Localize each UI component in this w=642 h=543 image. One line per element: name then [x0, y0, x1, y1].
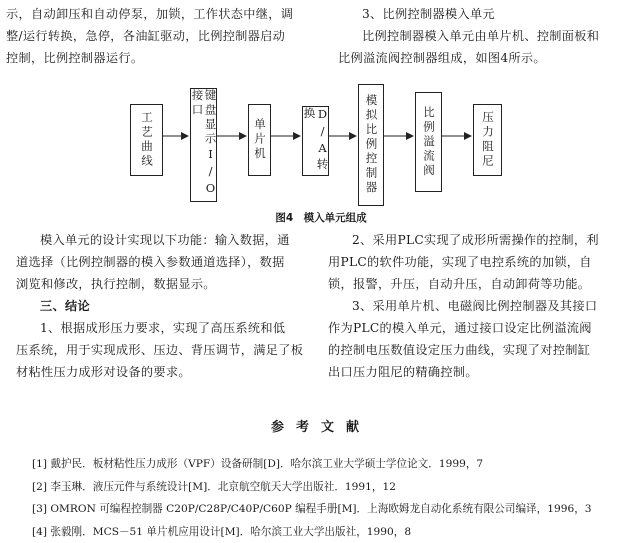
text-line: 比例控制器模入单元由单片机、控制面板和: [338, 25, 638, 47]
text-line: 压系统，用于实现成形、压边、背压调节，满足了板: [16, 339, 316, 361]
text-line: 2、采用PLC实现了成形所需操作的控制，利: [328, 229, 638, 251]
block-proportional-relief-valve: 比例溢流阀: [415, 92, 442, 192]
text-line: 出口压力阻尼的精确控制。: [328, 361, 638, 383]
text-line: 示，自动卸压和自动停泵，加锁，工作状态中继，调: [6, 3, 306, 25]
top-left-column: [6, 3, 306, 69]
text-line: 1、根据成形压力要求，实现了高压系统和低: [16, 317, 316, 339]
text-line: 材粘性压力成形对设备的要求。: [16, 361, 316, 383]
text-line: 道选择（比例控制器的模入参数通道选择），数据: [16, 251, 316, 273]
block-process-curve: 工艺曲线: [130, 104, 163, 176]
reference-item: [2] 李玉琳．液压元件与系统设计[M]．北京航空航天大学出版社．1991，12: [32, 476, 592, 499]
bottom-right-column: [328, 229, 638, 383]
reference-item: [4] 张毅刚．MCS－51 单片机应用设计[M]．哈尔滨工业大学出版社，1990，8: [32, 521, 592, 543]
text-line: 用PLC的软件功能，实现了电控系统的加锁，自: [328, 251, 638, 273]
block-diagram: [118, 84, 523, 209]
block-keyboard-display-io: 键盘显示I/O接口: [190, 88, 217, 202]
block-da-converter: D/A转换: [302, 106, 329, 176]
section-heading: 三、结论: [16, 295, 316, 317]
figure-caption: 图4 模入单元组成: [0, 210, 642, 225]
text-line: 锁，报警，升压，自动升压，自动卸荷等功能。: [328, 273, 638, 295]
reference-item: [1] 戴护民．板材粘性压力成形（VPF）设备研制[D]．哈尔滨工业大学硕士学位论文．1999，7: [32, 453, 592, 476]
text-line: 浏览和修改，执行控制，数据显示。: [16, 273, 316, 295]
block-pressure-damping: 压力阻尼: [473, 104, 502, 176]
references-list: [32, 453, 592, 543]
block-mcu: 单片机: [248, 104, 271, 176]
text-line: 整/运行转换，急停，各油缸驱动，比例控制器启动: [6, 25, 306, 47]
text-line: 模入单元的设计实现以下功能：输入数据，通: [16, 229, 316, 251]
reference-item: [3] OMRON 可编程控制器 C20P/C28P/C40P/C60P 编程手册[M]．上海欧姆龙自动化系统有限公司编译，1996，3: [32, 498, 592, 521]
text-line: 作为PLC的模入单元，通过接口设定比例溢流阀: [328, 317, 638, 339]
references-title: 参考文献: [0, 416, 642, 435]
text-line: 3、采用单片机、电磁阀比例控制器及其接口: [328, 295, 638, 317]
text-line: 控制，比例控制器运行。: [6, 47, 306, 69]
bottom-left-column: [16, 229, 316, 383]
text-line: 的控制电压数值设定压力曲线，实现了对控制缸: [328, 339, 638, 361]
top-right-column: [338, 3, 638, 69]
text-line: 比例溢流阀控制器组成，如图4所示。: [338, 47, 638, 69]
block-analog-proportional-controller: 模拟比例控制器: [358, 84, 384, 206]
section-heading: 3、比例控制器模入单元: [338, 3, 638, 25]
